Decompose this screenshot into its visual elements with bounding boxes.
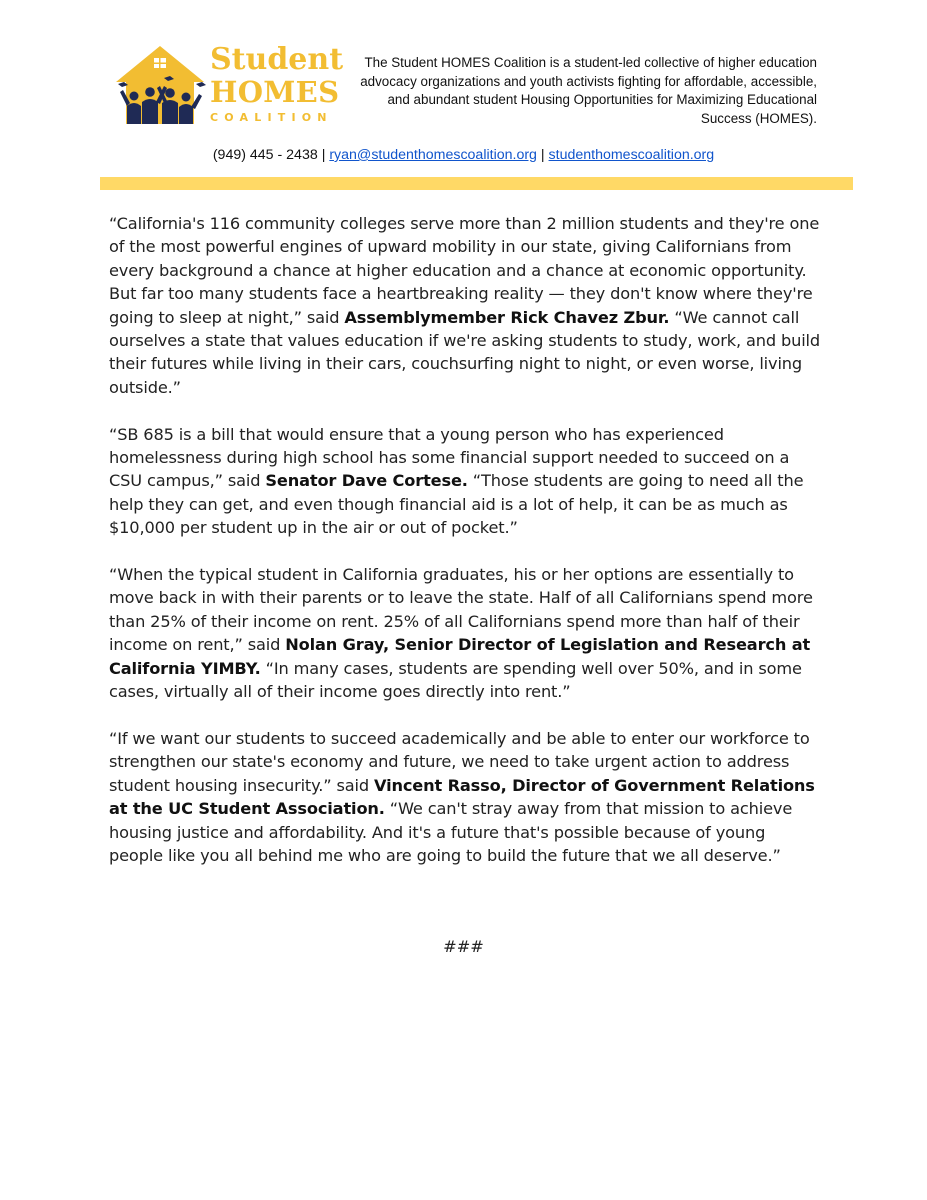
phone-number: (949) 445 - 2438 [212,147,318,163]
quote-paragraph [109,423,821,540]
quote-paragraph [109,212,821,399]
quote-text: “Those students are going to need all the help they can get, and even though financial aid is a lot of help, it can be as much as $10,000 per student up in the air or out of pocket.” [109,471,804,538]
house-graduates-icon [112,44,208,126]
quote-text: “We cannot call ourselves a state that values education if we're asking students to study, work, and build their futures while living in their cars, couchsurfing night to night, or even worse, living outside.” [109,307,821,397]
email-link[interactable]: ryan@studenthomescoalition.org [329,147,537,163]
quote-paragraph [109,563,821,703]
organization-logo [112,42,344,126]
quote-text: “If we want our students to succeed academically and be able to enter our workforce to strengthen our state's economy and future, we need to take urgent action to address student housing insecurity.” said [109,728,810,795]
separator: | [321,147,326,163]
quote-speaker: Nolan Gray, Senior Director of Legislation and Research at California YIMBY. [109,635,811,678]
logo-text-homes: HOMES [210,75,340,109]
logo-text-coalition: COALITION [210,111,333,124]
quote-speaker: Assemblymember Rick Chavez Zbur. [344,307,670,327]
quote-paragraph [109,727,821,867]
quote-text: “When the typical student in California graduates, his or her options are essentially to move back in with their parents or to leave the state. Half of all Californians spend more than 25% of their income on rent. 25% of all Californians spend more than half of their income on rent,” said [109,565,813,655]
press-release-body [109,212,821,891]
separator: | [540,147,545,163]
header-divider [100,177,853,190]
quote-text: “California's 116 community colleges serve more than 2 million students and they're one of the most powerful engines of upward mobility in our state, giving Californians from every background a chance at higher education and a chance at economic opportunity. But far too many students face a heartbreaking reality — they don't know where they're going to sleep at night,” said [109,214,820,327]
end-of-release-mark: ### [443,937,484,956]
website-link[interactable]: studenthomescoalition.org [548,147,715,163]
coalition-description: The Student HOMES Coalition is a student-led collective of higher education advocacy organizations and youth activists fighting for affordable, accessible, and abundant student Housing Opportunities for Maximizing Educational Success (HOMES). [360,55,817,126]
contact-line [0,147,927,163]
logo-text-student: Student [210,42,344,77]
quote-text: “SB 685 is a bill that would ensure that a young person who has experienced homelessness during high school has some financial support needed to succeed on a CSU campus,” said [109,424,790,491]
quote-speaker: Vincent Rasso, Director of Government Relations at the UC Student Association. [109,775,815,819]
quote-text: “In many cases, students are spending well over 50%, and in some cases, virtually all of their income goes directly into rent.” [109,658,802,702]
quote-text: “We can't stray away from that mission to achieve housing justice and affordability. And it's a future that's possible because of young people like you all behind me who are going to build the future that we all deserve.” [109,799,793,865]
quote-speaker: Senator Dave Cortese. [265,471,468,491]
